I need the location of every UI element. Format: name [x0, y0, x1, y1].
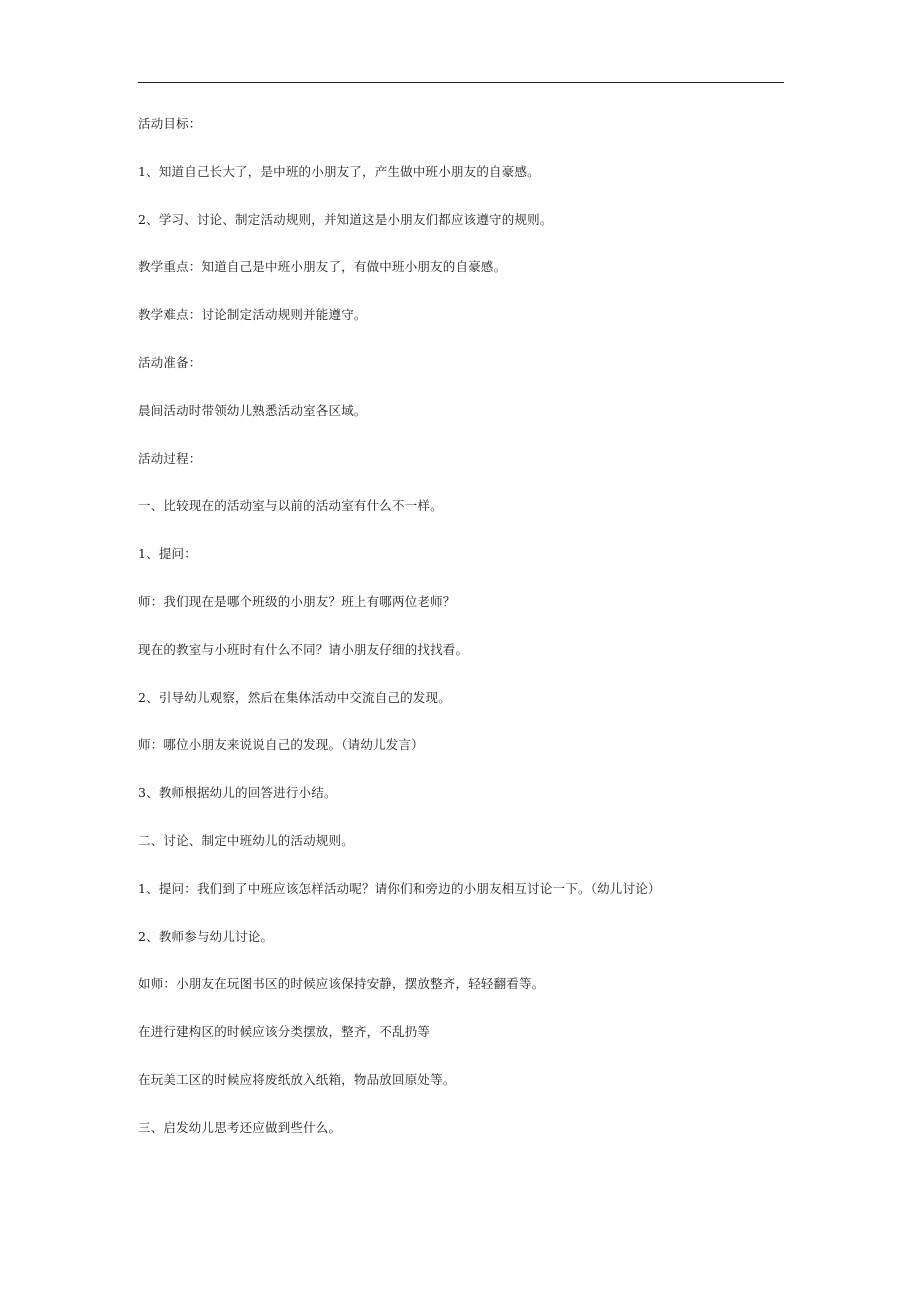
paragraph-teacher-question-2: 现在的教室与小班时有什么不同？请小朋友仔细的找找看。 — [138, 641, 469, 657]
paragraph-teacher-question-1: 师：我们现在是哪个班级的小朋友？班上有哪两位老师？ — [138, 593, 456, 609]
paragraph-step-1-2: 2、引导幼儿观察，然后在集体活动中交流自己的发现。 — [138, 689, 451, 705]
paragraph-example-building-area: 在进行建构区的时候应该分类摆放，整齐，不乱扔等 — [138, 1024, 431, 1040]
document-body — [138, 114, 784, 1166]
paragraph-goal-1: 1、知道自己长大了，是中班的小朋友了，产生做中班小朋友的自豪感。 — [138, 163, 540, 179]
paragraph-section-2: 二、讨论、制定中班幼儿的活动规则。 — [138, 832, 354, 848]
paragraph-section-3: 三、启发幼儿思考还应做到些什么。 — [138, 1119, 342, 1135]
paragraph-preparation: 晨间活动时带领幼儿熟悉活动室各区域。 — [138, 402, 367, 418]
paragraph-goals-heading: 活动目标： — [138, 116, 202, 131]
paragraph-step-2-2: 2、教师参与幼儿讨论。 — [138, 928, 274, 944]
header-rule — [138, 82, 784, 83]
paragraph-example-reading-area: 如师：小朋友在玩图书区的时候应该保持安静，摆放整齐，轻轻翻看等。 — [138, 976, 545, 992]
paragraph-step-1-1: 1、提问： — [138, 546, 197, 562]
paragraph-difficulty: 教学难点：讨论制定活动规则并能遵守。 — [138, 307, 367, 323]
paragraph-teacher-question-3: 师：哪位小朋友来说说自己的发现。（请幼儿发言） — [138, 737, 424, 753]
paragraph-key-point: 教学重点：知道自己是中班小朋友了，有做中班小朋友的自豪感。 — [138, 259, 507, 275]
paragraph-preparation-heading: 活动准备： — [138, 354, 202, 370]
paragraph-example-art-area: 在玩美工区的时候应将废纸放入纸箱，物品放回原处等。 — [138, 1071, 456, 1087]
paragraph-goal-2: 2、学习、讨论、制定活动规则，并知道这是小朋友们都应该遵守的规则。 — [138, 211, 553, 227]
paragraph-section-1: 一、比较现在的活动室与以前的活动室有什么不一样。 — [138, 498, 443, 514]
paragraph-step-2-1: 1、提问：我们到了中班应该怎样活动呢？请你们和旁边的小朋友相互讨论一下。（幼儿讨论） — [138, 880, 661, 896]
paragraph-process-heading: 活动过程： — [138, 450, 202, 466]
paragraph-step-1-3: 3、教师根据幼儿的回答进行小结。 — [138, 785, 337, 801]
